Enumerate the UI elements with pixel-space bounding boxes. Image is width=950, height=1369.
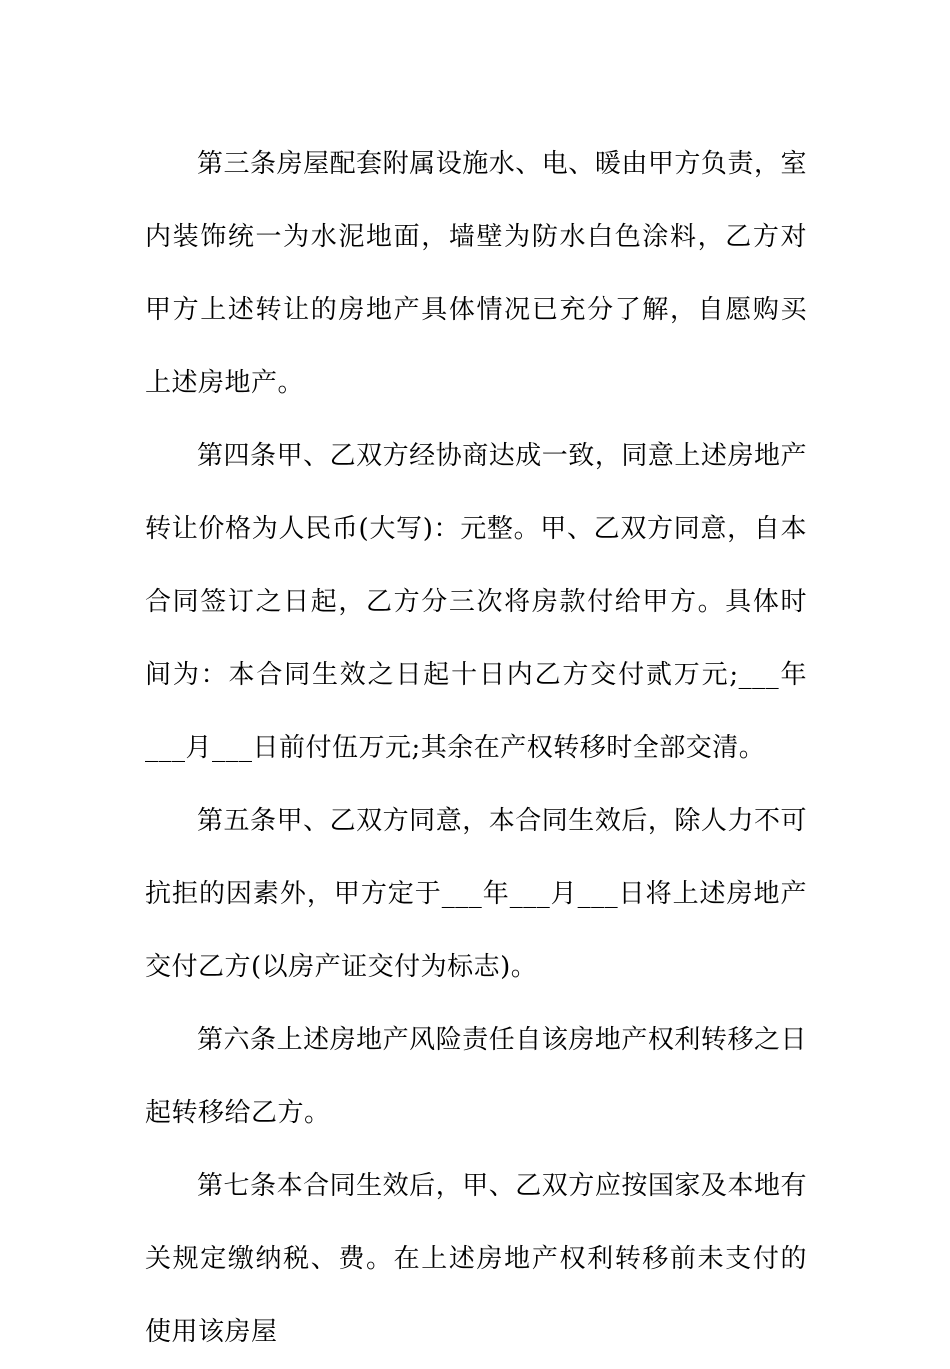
document-body [145,128,807,1369]
paragraph-article-3: 第三条房屋配套附属设施水、电、暖由甲方负责，室内装饰统一为水泥地面，墙壁为防水白色涂料，乙方对甲方上述转让的房地产具体情况已充分了解，自愿购买上述房地产。 [145,149,807,398]
paragraph-article-7: 第七条本合同生效后，甲、乙双方应按国家及本地有关规定缴纳税、费。在上述房地产权利转移前未支付的使用该房屋 [145,1171,807,1347]
paragraph-article-6: 第六条上述房地产风险责任自该房地产权利转移之日起转移给乙方。 [145,1025,807,1128]
paragraph-article-4: 第四条甲、乙双方经协商达成一致，同意上述房地产转让价格为人民币(大写)：元整。甲、乙双方同意，自本合同签订之日起，乙方分三次将房款付给甲方。具体时间为：本合同生效之日起十日内乙方交付贰万元;___年___月___日前付伍万元;其余在产权转移时全部交清。 [145,441,807,763]
paragraph-article-5: 第五条甲、乙双方同意，本合同生效后，除人力不可抗拒的因素外，甲方定于___年___月___日将上述房地产交付乙方(以房产证交付为标志)。 [145,806,807,982]
